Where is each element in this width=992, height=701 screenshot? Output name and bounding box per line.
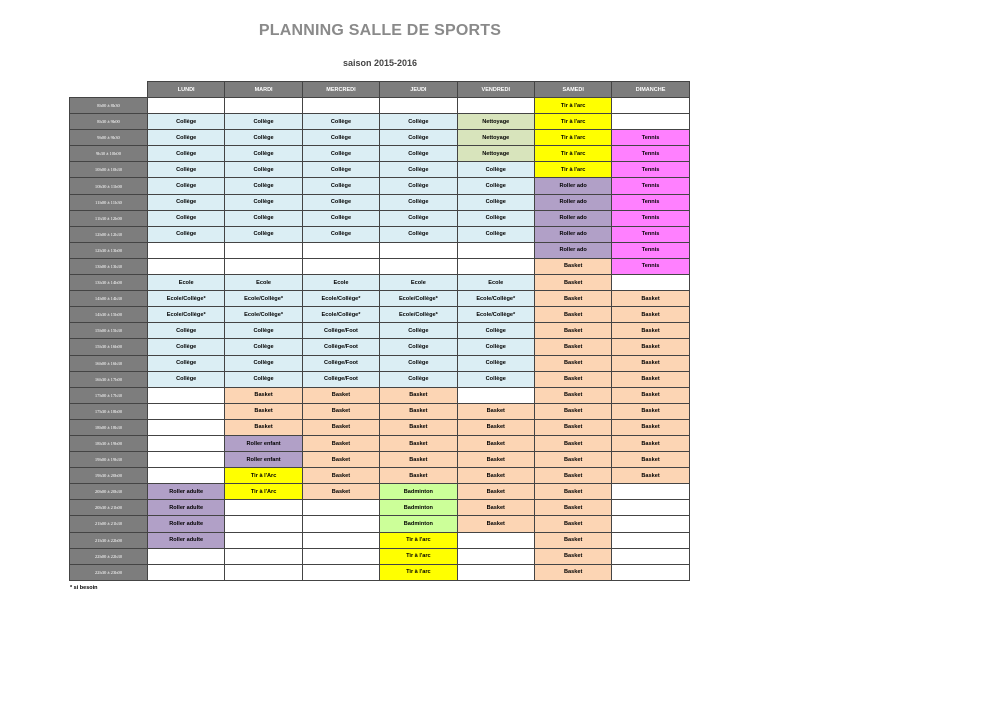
schedule-cell: Basket: [534, 435, 611, 451]
schedule-cell: Tir à l'arc: [534, 114, 611, 130]
schedule-cell: [225, 242, 302, 258]
schedule-cell: Basket: [225, 387, 302, 403]
schedule-cell: Collège: [148, 210, 225, 226]
time-slot-label: 14h00 à 14h30: [70, 291, 148, 307]
schedule-cell: Collège: [457, 162, 534, 178]
schedule-cell: [380, 98, 457, 114]
table-row: [70, 500, 690, 516]
schedule-cell: [457, 242, 534, 258]
schedule-cell: Ecole: [380, 275, 457, 291]
time-slot-label: 14h30 à 15h00: [70, 307, 148, 323]
time-slot-label: 19h30 à 20h00: [70, 468, 148, 484]
schedule-cell: Basket: [457, 403, 534, 419]
schedule-cell: Basket: [457, 468, 534, 484]
time-slot-label: 11h30 à 12h00: [70, 210, 148, 226]
header-corner: [70, 82, 148, 98]
table-row: [70, 371, 690, 387]
schedule-cell: Basket: [612, 307, 689, 323]
schedule-cell: Basket: [534, 403, 611, 419]
schedule-cell: Collège: [302, 210, 379, 226]
schedule-cell: Roller ado: [534, 178, 611, 194]
schedule-cell: [148, 548, 225, 564]
schedule-cell: Basket: [612, 452, 689, 468]
schedule-cell: Nettoyage: [457, 130, 534, 146]
schedule-cell: Collège: [457, 194, 534, 210]
time-slot-label: 20h00 à 20h30: [70, 484, 148, 500]
table-row: [70, 162, 690, 178]
schedule-cell: [612, 114, 689, 130]
day-header-lundi: LUNDI: [148, 82, 225, 98]
table-row: [70, 452, 690, 468]
time-slot-label: 17h00 à 17h30: [70, 387, 148, 403]
schedule-cell: Basket: [534, 564, 611, 580]
schedule-cell: [302, 532, 379, 548]
schedule-cell: Nettoyage: [457, 146, 534, 162]
table-row: [70, 516, 690, 532]
schedule-cell: [148, 403, 225, 419]
schedule-cell: [612, 564, 689, 580]
table-row: [70, 178, 690, 194]
time-slot-label: 13h00 à 13h30: [70, 258, 148, 274]
schedule-cell: Tir à l'Arc: [225, 468, 302, 484]
day-header-vendredi: VENDREDI: [457, 82, 534, 98]
schedule-cell: Collège: [148, 355, 225, 371]
schedule-cell: Tennis: [612, 194, 689, 210]
schedule-cell: [302, 258, 379, 274]
schedule-cell: Basket: [534, 532, 611, 548]
schedule-cell: [225, 500, 302, 516]
schedule-cell: Collège: [380, 371, 457, 387]
schedule-cell: Collège: [225, 114, 302, 130]
schedule-cell: Roller ado: [534, 210, 611, 226]
schedule-cell: [148, 387, 225, 403]
schedule-cell: Tennis: [612, 258, 689, 274]
schedule-cell: Basket: [534, 516, 611, 532]
table-row: [70, 226, 690, 242]
schedule-cell: [148, 242, 225, 258]
schedule-cell: Ecole: [457, 275, 534, 291]
schedule-cell: [302, 516, 379, 532]
schedule-cell: Collège: [380, 210, 457, 226]
schedule-cell: Roller enfant: [225, 452, 302, 468]
schedule-cell: Tennis: [612, 226, 689, 242]
schedule-cell: Collège: [225, 226, 302, 242]
table-row: [70, 258, 690, 274]
time-slot-label: 21h30 à 22h00: [70, 532, 148, 548]
schedule-cell: Basket: [612, 339, 689, 355]
schedule-cell: Collège: [380, 178, 457, 194]
schedule-cell: Collège: [148, 339, 225, 355]
schedule-cell: Collège: [457, 371, 534, 387]
schedule-cell: Collège: [380, 339, 457, 355]
schedule-cell: [225, 516, 302, 532]
schedule-cell: Basket: [302, 403, 379, 419]
table-row: [70, 130, 690, 146]
schedule-cell: Basket: [302, 468, 379, 484]
schedule-cell: Collège/Foot: [302, 323, 379, 339]
time-slot-label: 8h00 à 8h30: [70, 98, 148, 114]
schedule-cell: Roller adulte: [148, 500, 225, 516]
schedule-cell: Basket: [302, 484, 379, 500]
schedule-cell: Collège: [302, 162, 379, 178]
day-header-mercredi: MERCREDI: [302, 82, 379, 98]
time-slot-label: 12h30 à 13h00: [70, 242, 148, 258]
schedule-cell: Ecole/Collège*: [225, 291, 302, 307]
schedule-cell: Basket: [534, 275, 611, 291]
table-row: [70, 355, 690, 371]
time-slot-label: 18h00 à 18h30: [70, 419, 148, 435]
schedule-cell: Basket: [612, 371, 689, 387]
schedule-cell: Basket: [612, 403, 689, 419]
schedule-cell: [148, 258, 225, 274]
schedule-cell: Ecole/Collège*: [380, 291, 457, 307]
time-slot-label: 16h30 à 17h00: [70, 371, 148, 387]
schedule-cell: Basket: [534, 355, 611, 371]
schedule-cell: Tennis: [612, 130, 689, 146]
schedule-cell: Basket: [612, 387, 689, 403]
time-slot-label: 20h30 à 21h00: [70, 500, 148, 516]
schedule-cell: Collège: [302, 226, 379, 242]
schedule-cell: [457, 98, 534, 114]
schedule-cell: Basket: [380, 468, 457, 484]
time-slot-label: 8h30 à 9h00: [70, 114, 148, 130]
schedule-cell: Basket: [612, 323, 689, 339]
table-row: [70, 484, 690, 500]
schedule-cell: Basket: [534, 339, 611, 355]
day-header-dimanche: DIMANCHE: [612, 82, 689, 98]
time-slot-label: 13h30 à 14h00: [70, 275, 148, 291]
schedule-cell: Basket: [612, 419, 689, 435]
schedule-cell: [148, 468, 225, 484]
time-slot-label: 12h00 à 12h30: [70, 226, 148, 242]
schedule-cell: [612, 500, 689, 516]
schedule-cell: Basket: [302, 435, 379, 451]
schedule-cell: Collège: [148, 194, 225, 210]
schedule-cell: Basket: [302, 387, 379, 403]
time-slot-label: 16h00 à 16h30: [70, 355, 148, 371]
schedule-cell: Basket: [380, 419, 457, 435]
schedule-cell: Basket: [457, 452, 534, 468]
schedule-cell: Tir à l'arc: [534, 98, 611, 114]
schedule-cell: Basket: [380, 452, 457, 468]
table-row: [70, 548, 690, 564]
schedule-cell: Collège: [225, 371, 302, 387]
schedule-cell: Ecole/Collège*: [380, 307, 457, 323]
time-slot-label: 15h00 à 15h30: [70, 323, 148, 339]
table-row: [70, 403, 690, 419]
schedule-cell: Roller ado: [534, 194, 611, 210]
schedule-cell: [302, 548, 379, 564]
schedule-cell: [302, 500, 379, 516]
schedule-cell: Badminton: [380, 484, 457, 500]
schedule-cell: Tennis: [612, 242, 689, 258]
schedule-cell: [302, 564, 379, 580]
schedule-cell: [612, 98, 689, 114]
schedule-cell: [148, 419, 225, 435]
schedule-cell: Collège: [380, 146, 457, 162]
schedule-cell: Basket: [534, 419, 611, 435]
schedule-cell: Basket: [534, 468, 611, 484]
schedule-cell: Collège: [225, 355, 302, 371]
day-header-jeudi: JEUDI: [380, 82, 457, 98]
schedule-cell: [612, 516, 689, 532]
schedule-cell: Ecole: [225, 275, 302, 291]
schedule-cell: Collège: [302, 178, 379, 194]
schedule-cell: Basket: [302, 419, 379, 435]
time-slot-label: 9h30 à 10h00: [70, 146, 148, 162]
time-slot-label: 9h00 à 9h30: [70, 130, 148, 146]
table-row: [70, 323, 690, 339]
schedule-cell: Collège: [148, 146, 225, 162]
schedule-cell: [612, 275, 689, 291]
schedule-cell: Basket: [534, 500, 611, 516]
schedule-cell: Collège: [225, 194, 302, 210]
schedule-cell: Basket: [534, 323, 611, 339]
schedule-cell: Tir à l'arc: [534, 130, 611, 146]
schedule-cell: Basket: [457, 516, 534, 532]
schedule-cell: Basket: [225, 419, 302, 435]
schedule-cell: Collège: [225, 323, 302, 339]
schedule-cell: Collège: [148, 178, 225, 194]
schedule-cell: [302, 98, 379, 114]
schedule-cell: Basket: [457, 419, 534, 435]
schedule-cell: [457, 548, 534, 564]
schedule-cell: Tennis: [612, 146, 689, 162]
schedule-cell: Roller adulte: [148, 532, 225, 548]
table-row: [70, 468, 690, 484]
schedule-cell: Basket: [612, 435, 689, 451]
time-slot-label: 22h00 à 22h30: [70, 548, 148, 564]
time-slot-label: 21h00 à 21h30: [70, 516, 148, 532]
schedule-cell: Badminton: [380, 500, 457, 516]
schedule-cell: Basket: [457, 500, 534, 516]
schedule-cell: Collège/Foot: [302, 339, 379, 355]
schedule-cell: [302, 242, 379, 258]
table-row: [70, 435, 690, 451]
time-slot-label: 15h30 à 16h00: [70, 339, 148, 355]
schedule-cell: Basket: [457, 435, 534, 451]
table-row: [70, 98, 690, 114]
schedule-cell: Roller adulte: [148, 484, 225, 500]
schedule-cell: [612, 532, 689, 548]
table-row: [70, 387, 690, 403]
schedule-cell: Collège: [302, 130, 379, 146]
schedule-cell: Collège: [457, 210, 534, 226]
footnote: * si besoin: [70, 585, 98, 591]
table-row: [70, 307, 690, 323]
day-header-samedi: SAMEDI: [534, 82, 611, 98]
schedule-cell: [612, 548, 689, 564]
day-header-mardi: MARDI: [225, 82, 302, 98]
schedule-cell: Ecole/Collège*: [457, 291, 534, 307]
schedule-cell: Collège: [225, 178, 302, 194]
schedule-cell: [225, 532, 302, 548]
schedule-cell: Collège/Foot: [302, 371, 379, 387]
schedule-cell: [148, 452, 225, 468]
header-row: [70, 82, 690, 98]
table-row: [70, 564, 690, 580]
time-slot-label: 19h00 à 19h30: [70, 452, 148, 468]
schedule-cell: Ecole/Collège*: [302, 307, 379, 323]
time-slot-label: 10h30 à 11h00: [70, 178, 148, 194]
schedule-cell: Ecole/Collège*: [302, 291, 379, 307]
schedule-cell: Collège/Foot: [302, 355, 379, 371]
schedule-cell: Collège: [380, 194, 457, 210]
schedule-cell: [457, 532, 534, 548]
schedule-cell: Basket: [612, 468, 689, 484]
schedule-table: [69, 81, 690, 581]
schedule-cell: Tennis: [612, 162, 689, 178]
schedule-cell: Basket: [534, 258, 611, 274]
schedule-cell: Collège: [457, 178, 534, 194]
schedule-cell: Basket: [380, 435, 457, 451]
schedule-cell: [225, 564, 302, 580]
schedule-cell: [148, 98, 225, 114]
table-row: [70, 146, 690, 162]
schedule-cell: Collège: [148, 114, 225, 130]
schedule-cell: Collège: [457, 339, 534, 355]
table-row: [70, 275, 690, 291]
schedule-cell: Collège: [148, 162, 225, 178]
schedule-cell: Collège: [302, 194, 379, 210]
schedule-cell: Ecole: [302, 275, 379, 291]
schedule-cell: Basket: [380, 387, 457, 403]
schedule-cell: Basket: [534, 307, 611, 323]
schedule-cell: Basket: [534, 371, 611, 387]
schedule-cell: [225, 258, 302, 274]
schedule-cell: Collège: [380, 355, 457, 371]
schedule-cell: Basket: [225, 403, 302, 419]
schedule-cell: Badminton: [380, 516, 457, 532]
schedule-cell: [225, 548, 302, 564]
schedule-cell: Basket: [457, 484, 534, 500]
schedule-cell: [380, 242, 457, 258]
table-row: [70, 114, 690, 130]
time-slot-label: 18h30 à 19h00: [70, 435, 148, 451]
schedule-cell: [612, 484, 689, 500]
schedule-cell: [457, 387, 534, 403]
schedule-cell: [148, 435, 225, 451]
schedule-cell: Nettoyage: [457, 114, 534, 130]
page-title: PLANNING SALLE DE SPORTS: [258, 22, 502, 39]
schedule-body: [70, 98, 690, 581]
time-slot-label: 10h00 à 10h30: [70, 162, 148, 178]
schedule-cell: Collège: [225, 130, 302, 146]
schedule-cell: Ecole: [148, 275, 225, 291]
schedule-cell: [225, 98, 302, 114]
schedule-cell: Collège: [457, 355, 534, 371]
schedule-cell: Collège: [302, 146, 379, 162]
schedule-cell: Tir à l'arc: [534, 162, 611, 178]
season-subtitle: saison 2015-2016: [342, 58, 418, 68]
schedule-cell: Collège: [148, 226, 225, 242]
schedule-cell: Ecole/Collège*: [457, 307, 534, 323]
schedule-cell: [148, 564, 225, 580]
schedule-cell: Collège: [225, 210, 302, 226]
schedule-cell: Ecole/Collège*: [148, 291, 225, 307]
schedule-cell: Basket: [534, 291, 611, 307]
schedule-cell: Basket: [534, 548, 611, 564]
schedule-cell: Collège: [380, 226, 457, 242]
schedule-cell: Collège: [457, 226, 534, 242]
schedule-cell: Basket: [534, 387, 611, 403]
schedule-cell: Tir à l'arc: [380, 532, 457, 548]
schedule-cell: Tir à l'Arc: [225, 484, 302, 500]
schedule-cell: [380, 258, 457, 274]
schedule-cell: Ecole/Collège*: [148, 307, 225, 323]
schedule-cell: Collège: [148, 130, 225, 146]
schedule-cell: Ecole/Collège*: [225, 307, 302, 323]
table-row: [70, 339, 690, 355]
time-slot-label: 17h30 à 18h00: [70, 403, 148, 419]
table-row: [70, 419, 690, 435]
schedule-cell: Collège: [302, 114, 379, 130]
schedule-cell: Basket: [534, 484, 611, 500]
schedule-cell: Collège: [148, 371, 225, 387]
schedule-cell: Roller ado: [534, 226, 611, 242]
schedule-cell: Collège: [225, 146, 302, 162]
schedule-cell: Collège: [380, 323, 457, 339]
table-row: [70, 532, 690, 548]
schedule-cell: Collège: [380, 162, 457, 178]
schedule-cell: Basket: [612, 355, 689, 371]
schedule-cell: Collège: [148, 323, 225, 339]
schedule-cell: Collège: [380, 114, 457, 130]
schedule-cell: Roller adulte: [148, 516, 225, 532]
schedule-cell: Basket: [380, 403, 457, 419]
schedule-cell: Tennis: [612, 178, 689, 194]
schedule-cell: Collège: [380, 130, 457, 146]
table-row: [70, 242, 690, 258]
schedule-cell: [457, 258, 534, 274]
schedule-cell: Collège: [457, 323, 534, 339]
table-row: [70, 194, 690, 210]
table-row: [70, 291, 690, 307]
schedule-cell: Tennis: [612, 210, 689, 226]
schedule-cell: Roller ado: [534, 242, 611, 258]
time-slot-label: 11h00 à 11h30: [70, 194, 148, 210]
schedule-cell: Collège: [225, 339, 302, 355]
schedule-cell: Basket: [534, 452, 611, 468]
schedule-cell: Tir à l'arc: [534, 146, 611, 162]
time-slot-label: 22h30 à 23h00: [70, 564, 148, 580]
schedule-cell: Basket: [302, 452, 379, 468]
schedule-cell: Tir à l'arc: [380, 564, 457, 580]
schedule-cell: Collège: [225, 162, 302, 178]
schedule-cell: Tir à l'arc: [380, 548, 457, 564]
schedule-cell: [457, 564, 534, 580]
table-row: [70, 210, 690, 226]
schedule-cell: Roller enfant: [225, 435, 302, 451]
schedule-cell: Basket: [612, 291, 689, 307]
